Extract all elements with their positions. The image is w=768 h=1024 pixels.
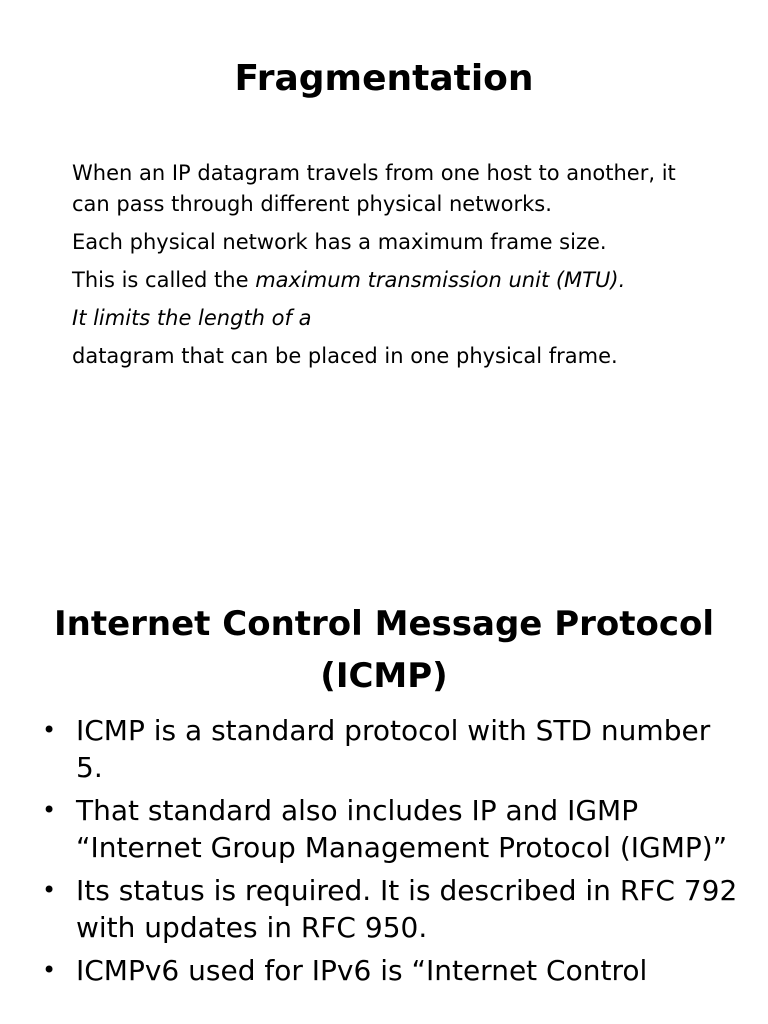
paragraph-frame-size: Each physical network has a maximum frame size. <box>72 230 607 254</box>
paragraph-limits <box>72 303 712 334</box>
list-item <box>40 872 740 946</box>
list-item <box>40 952 740 989</box>
bullet-icon: • <box>42 956 57 984</box>
bullet-text: ICMP is a standard protocol with STD number 5. <box>76 714 711 784</box>
icmp-title-line2: (ICMP) <box>320 656 448 696</box>
list-item <box>40 792 740 866</box>
bullet-text: That standard also includes IP and IGMP “Internet Group Management Protocol (IGMP)” <box>76 794 728 864</box>
limits-italic-text: It limits the length of a <box>72 306 312 330</box>
icmp-bullet-list <box>40 712 740 995</box>
icmp-title-line1: Internet Control Message Protocol <box>53 604 715 644</box>
slide-title-fragmentation: Fragmentation <box>234 58 534 99</box>
paragraph-datagram-frame: datagram that can be placed in one physical frame. <box>72 344 618 368</box>
fragmentation-body <box>72 158 712 379</box>
bullet-text: Its status is required. It is described in RFC 792 with updates in RFC 950. <box>76 874 738 944</box>
mtu-plain-text: This is called the <box>72 268 256 292</box>
bullet-icon: • <box>42 796 57 824</box>
bullet-icon: • <box>42 716 57 744</box>
slide-title-icmp <box>0 598 768 702</box>
paragraph-ip-datagram: When an IP datagram travels from one host to another, it can pass through different physical networks. <box>72 161 676 216</box>
bullet-icon: • <box>42 876 57 904</box>
paragraph-mtu <box>72 265 712 296</box>
mtu-italic-text: maximum transmission unit (MTU). <box>255 268 626 292</box>
icmp-slide <box>0 520 768 1024</box>
bullet-text: ICMPv6 used for IPv6 is “Internet Control <box>76 954 648 987</box>
list-item <box>40 712 740 786</box>
